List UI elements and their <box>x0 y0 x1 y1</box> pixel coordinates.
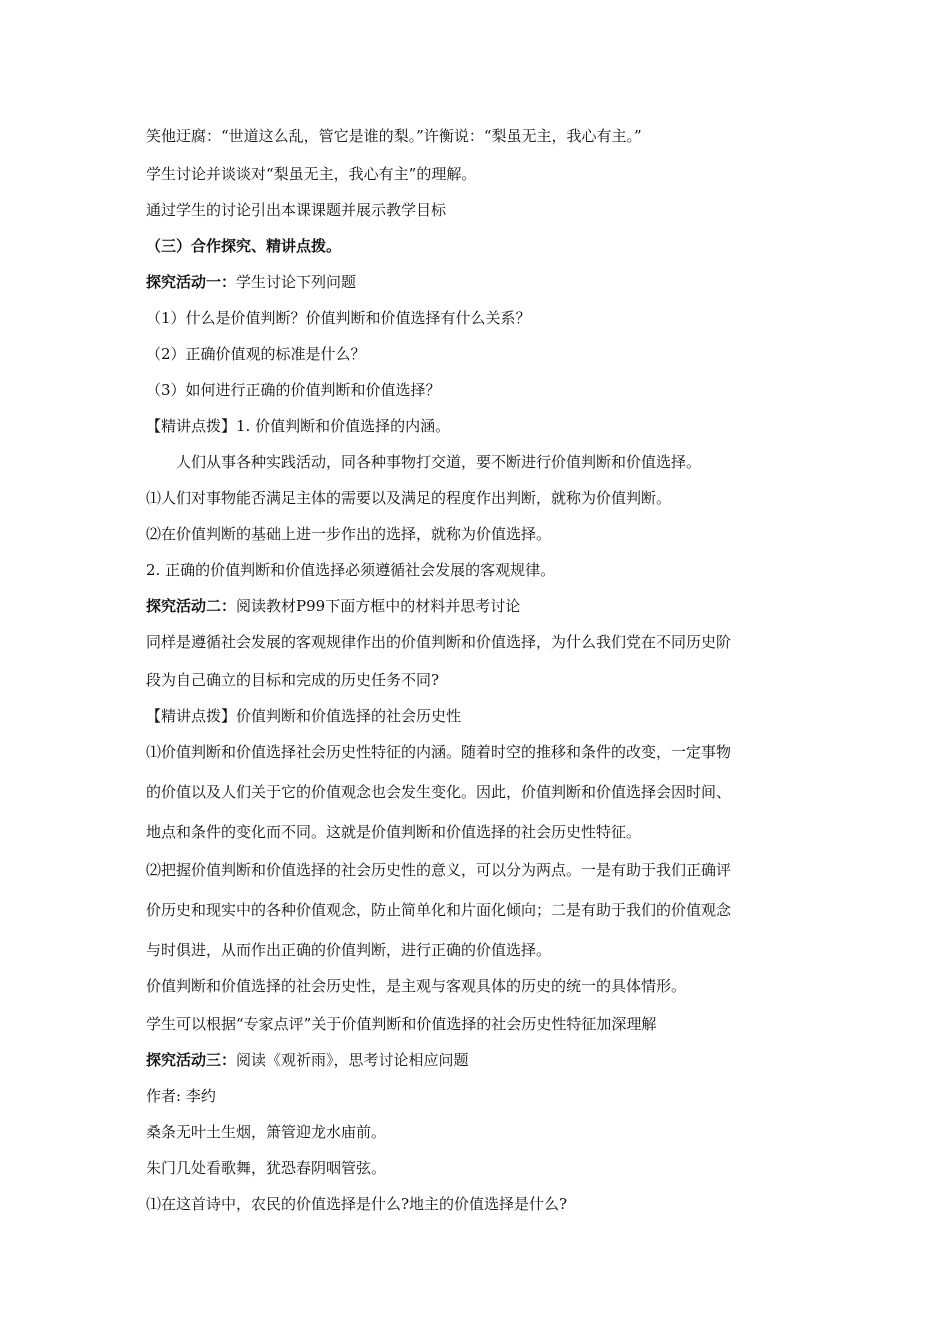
text-line: 学生讨论并谈谈对“梨虽无主，我心有主”的理解。 <box>146 165 477 183</box>
text-line: 同样是遵循社会发展的客观规律作出的价值判断和价值选择，为什么我们党在不同历史阶 <box>146 633 732 651</box>
text-line: 的价值以及人们关于它的价值观念也会发生变化。因此，价值判断和价值选择会因时间、 <box>146 783 732 801</box>
text-line: 人们从事各种实践活动，同各种事物打交道，要不断进行价值判断和价值选择。 <box>176 453 702 471</box>
poem-line: 朱门几处看歌舞，犹恐春阴咽管弦。 <box>146 1159 387 1177</box>
activity-text: 阅读教材P99下面方框中的材料并思考讨论 <box>236 597 521 615</box>
text-line: ⑴价值判断和价值选择社会历史性特征的内涵。随着时空的推移和条件的改变，一定事物 <box>146 743 732 761</box>
text-line: 【精讲点拨】价值判断和价值选择的社会历史性 <box>146 707 462 725</box>
text-line: 与时俱进，从而作出正确的价值判断，进行正确的价值选择。 <box>146 941 552 959</box>
text-line: 价历史和现实中的各种价值观念，防止简单化和片面化倾向；二是有助于我们的价值观念 <box>146 901 732 919</box>
text-line: 2. 正确的价值判断和价值选择必须遵循社会发展的客观规律。 <box>146 561 556 579</box>
question-line: （2）正确价值观的标准是什么？ <box>146 345 366 363</box>
text-line: 学生可以根据“专家点评”关于价值判断和价值选择的社会历史性特征加深理解 <box>146 1015 657 1033</box>
section-heading: （三）合作探究、精讲点拨。 <box>146 237 342 255</box>
activity-text: 阅读《观祈雨》，思考讨论相应问题 <box>236 1051 469 1069</box>
question-line: （3）如何进行正确的价值判断和价值选择？ <box>146 381 441 399</box>
poem-line: 桑条无叶土生烟，箫管迎龙水庙前。 <box>146 1123 387 1141</box>
poem-author: 作者: 李约 <box>146 1087 216 1105</box>
text-line: 通过学生的讨论引出本课课题并展示教学目标 <box>146 201 447 219</box>
text-line: 地点和条件的变化而不同。这就是价值判断和价值选择的社会历史性特征。 <box>146 823 642 841</box>
text-line: ⑵把握价值判断和价值选择的社会历史性的意义，可以分为两点。一是有助于我们正确评 <box>146 861 732 879</box>
activity-label: 探究活动二： <box>146 597 237 615</box>
text-line: 价值判断和价值选择的社会历史性，是主观与客观具体的历史的统一的具体情形。 <box>146 977 687 995</box>
text-line: 笑他迂腐：“世道这么乱，管它是谁的梨。”许衡说：“梨虽无主，我心有主。” <box>146 127 642 145</box>
text-line: 段为自己确立的目标和完成的历史任务不同? <box>146 671 440 689</box>
text-line: ⑵在价值判断的基础上进一步作出的选择，就称为价值选择。 <box>146 525 552 543</box>
activity-line <box>146 596 520 616</box>
activity-text: 学生讨论下列问题 <box>236 273 357 291</box>
text-line: 【精讲点拨】1. 价值判断和价值选择的内涵。 <box>146 417 451 435</box>
activity-line <box>146 272 356 292</box>
activity-label: 探究活动三： <box>146 1051 237 1069</box>
activity-line <box>146 1050 469 1070</box>
question-line: （1）什么是价值判断？价值判断和价值选择有什么关系？ <box>146 309 531 327</box>
question-line: ⑴在这首诗中，农民的价值选择是什么?地主的价值选择是什么? <box>146 1195 568 1213</box>
text-line: ⑴人们对事物能否满足主体的需要以及满足的程度作出判断，就称为价值判断。 <box>146 489 672 507</box>
activity-label: 探究活动一： <box>146 273 237 291</box>
